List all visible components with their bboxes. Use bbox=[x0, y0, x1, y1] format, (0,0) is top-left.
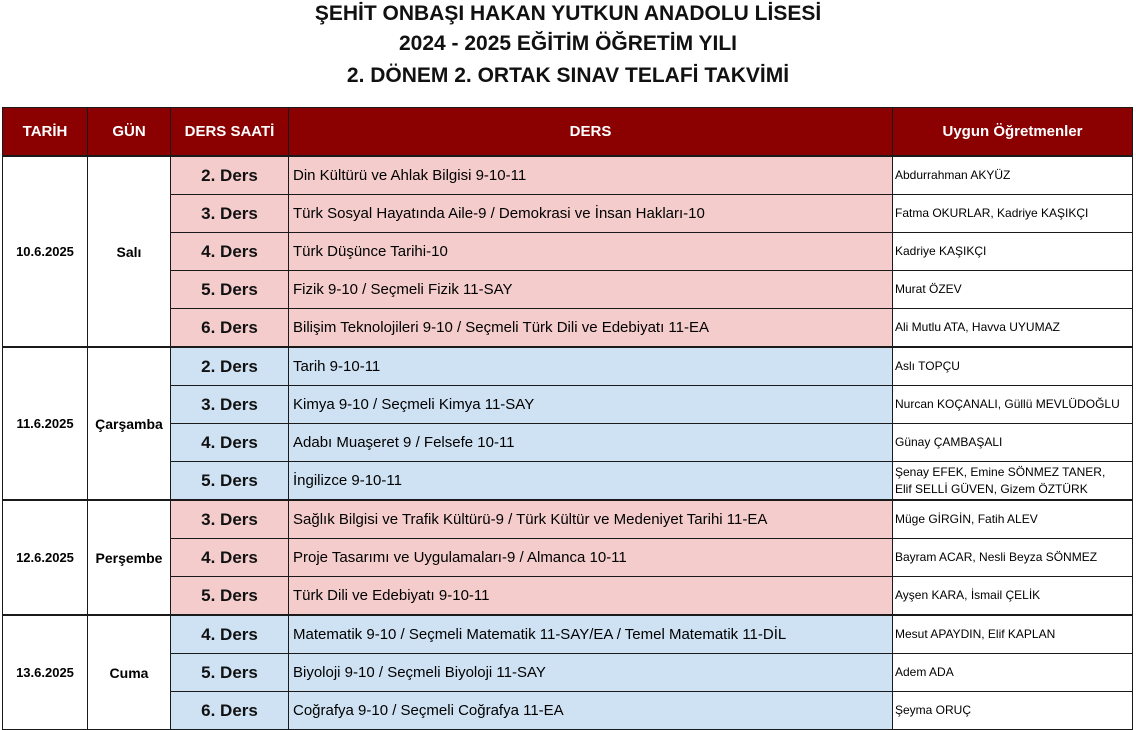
day-cell: Perşembe bbox=[88, 500, 171, 615]
teacher-line: Adem ADA bbox=[895, 665, 954, 679]
course-cell: Matematik 9-10 / Seçmeli Matematik 11-SAY/EA / Temel Matematik 11-DİL bbox=[289, 615, 893, 654]
course-cell: Din Kültürü ve Ahlak Bilgisi 9-10-11 bbox=[289, 156, 893, 195]
course-cell: Proje Tasarımı ve Uygulamaları-9 / Almanca 10-11 bbox=[289, 539, 893, 577]
schedule-row bbox=[3, 347, 1133, 386]
teachers-cell bbox=[893, 577, 1133, 616]
teacher-line: Şenay EFEK, Emine SÖNMEZ TANER, bbox=[895, 464, 1106, 479]
day-cell: Çarşamba bbox=[88, 347, 171, 500]
schedule-row bbox=[3, 386, 1133, 424]
teachers-cell bbox=[893, 195, 1133, 233]
teacher-line: Nurcan KOÇANALI, Güllü MEVLÜDOĞLU bbox=[895, 397, 1120, 411]
schedule-row bbox=[3, 462, 1133, 501]
school-title: ŞEHİT ONBAŞI HAKAN YUTKUN ANADOLU LİSESİ bbox=[314, 2, 822, 25]
period-cell: 5. Ders bbox=[171, 271, 289, 309]
schedule-row bbox=[3, 195, 1133, 233]
teacher-line: Mesut APAYDIN, Elif KAPLAN bbox=[895, 627, 1056, 641]
teacher-line: Abdurrahman AKYÜZ bbox=[895, 168, 1011, 182]
schedule-row bbox=[3, 156, 1133, 195]
teachers-cell bbox=[893, 347, 1133, 386]
period-cell: 6. Ders bbox=[171, 309, 289, 348]
date-cell: 11.6.2025 bbox=[3, 347, 88, 500]
period-cell: 2. Ders bbox=[171, 347, 289, 386]
period-cell: 4. Ders bbox=[171, 615, 289, 654]
teachers-cell bbox=[893, 615, 1133, 654]
teachers-cell bbox=[893, 233, 1133, 271]
teachers-cell bbox=[893, 539, 1133, 577]
period-cell: 3. Ders bbox=[171, 500, 289, 539]
exam-schedule-table bbox=[2, 107, 1133, 730]
teachers-cell bbox=[893, 462, 1133, 501]
academic-year-title: 2024 - 2025 EĞİTİM ÖĞRETİM YILI bbox=[398, 32, 738, 55]
col-header-course: DERS bbox=[289, 108, 893, 157]
period-cell: 2. Ders bbox=[171, 156, 289, 195]
teacher-line: Murat ÖZEV bbox=[895, 282, 962, 296]
schedule-row bbox=[3, 500, 1133, 539]
teacher-line: Ali Mutlu ATA, Havva UYUMAZ bbox=[895, 320, 1060, 334]
teachers-cell bbox=[893, 271, 1133, 309]
day-cell: Salı bbox=[88, 156, 171, 347]
course-cell: Türk Dili ve Edebiyatı 9-10-11 bbox=[289, 577, 893, 616]
period-cell: 4. Ders bbox=[171, 424, 289, 462]
teachers-cell bbox=[893, 386, 1133, 424]
col-header-teachers: Uygun Öğretmenler bbox=[893, 108, 1133, 157]
exam-schedule-title: 2. DÖNEM 2. ORTAK SINAV TELAFİ TAKVİMİ bbox=[346, 64, 790, 87]
teacher-line: Şeyma ORUÇ bbox=[895, 703, 972, 717]
schedule-row bbox=[3, 577, 1133, 616]
period-cell: 4. Ders bbox=[171, 233, 289, 271]
date-cell: 12.6.2025 bbox=[3, 500, 88, 615]
teachers-cell bbox=[893, 500, 1133, 539]
teachers-cell bbox=[893, 156, 1133, 195]
teacher-line: Kadriye KAŞIKÇI bbox=[895, 244, 987, 258]
course-cell: Fizik 9-10 / Seçmeli Fizik 11-SAY bbox=[289, 271, 893, 309]
schedule-row bbox=[3, 615, 1133, 654]
course-cell: Türk Sosyal Hayatında Aile-9 / Demokrasi ve İnsan Hakları-10 bbox=[289, 195, 893, 233]
period-cell: 5. Ders bbox=[171, 654, 289, 692]
date-cell: 13.6.2025 bbox=[3, 615, 88, 730]
course-cell: Coğrafya 9-10 / Seçmeli Coğrafya 11-EA bbox=[289, 692, 893, 730]
teacher-line: Bayram ACAR, Nesli Beyza SÖNMEZ bbox=[895, 550, 1098, 564]
teacher-line: Ayşen KARA, İsmail ÇELİK bbox=[895, 588, 1041, 602]
teachers-cell bbox=[893, 692, 1133, 730]
schedule-row bbox=[3, 233, 1133, 271]
header-row bbox=[3, 108, 1133, 157]
course-cell: Biyoloji 9-10 / Seçmeli Biyoloji 11-SAY bbox=[289, 654, 893, 692]
teachers-cell bbox=[893, 424, 1133, 462]
period-cell: 3. Ders bbox=[171, 386, 289, 424]
course-cell: Bilişim Teknolojileri 9-10 / Seçmeli Türk Dili ve Edebiyatı 11-EA bbox=[289, 309, 893, 348]
col-header-period: DERS SAATİ bbox=[171, 108, 289, 157]
period-cell: 5. Ders bbox=[171, 577, 289, 616]
period-cell: 3. Ders bbox=[171, 195, 289, 233]
schedule-row bbox=[3, 692, 1133, 730]
schedule-row bbox=[3, 309, 1133, 348]
schedule-body bbox=[3, 156, 1133, 730]
schedule-row bbox=[3, 424, 1133, 462]
day-cell: Cuma bbox=[88, 615, 171, 730]
teacher-line: Aslı TOPÇU bbox=[895, 359, 960, 373]
schedule-row bbox=[3, 654, 1133, 692]
course-cell: İngilizce 9-10-11 bbox=[289, 462, 893, 501]
course-cell: Tarih 9-10-11 bbox=[289, 347, 893, 386]
teachers-cell bbox=[893, 309, 1133, 348]
schedule-row bbox=[3, 271, 1133, 309]
course-cell: Kimya 9-10 / Seçmeli Kimya 11-SAY bbox=[289, 386, 893, 424]
col-header-date: TARİH bbox=[3, 108, 88, 157]
col-header-day: GÜN bbox=[88, 108, 171, 157]
course-cell: Sağlık Bilgisi ve Trafik Kültürü-9 / Türk Kültür ve Medeniyet Tarihi 11-EA bbox=[289, 500, 893, 539]
period-cell: 4. Ders bbox=[171, 539, 289, 577]
teacher-line: Günay ÇAMBAŞALI bbox=[895, 435, 1003, 449]
schedule-row bbox=[3, 539, 1133, 577]
course-cell: Türk Düşünce Tarihi-10 bbox=[289, 233, 893, 271]
course-cell: Adabı Muaşeret 9 / Felsefe 10-11 bbox=[289, 424, 893, 462]
teacher-line: Elif SELLİ GÜVEN, Gizem ÖZTÜRK bbox=[895, 481, 1088, 496]
teachers-cell bbox=[893, 654, 1133, 692]
teacher-line: Müge GİRGİN, Fatih ALEV bbox=[895, 512, 1038, 526]
period-cell: 5. Ders bbox=[171, 462, 289, 501]
teacher-line: Fatma OKURLAR, Kadriye KAŞIKÇI bbox=[895, 206, 1089, 220]
date-cell: 10.6.2025 bbox=[3, 156, 88, 347]
period-cell: 6. Ders bbox=[171, 692, 289, 730]
